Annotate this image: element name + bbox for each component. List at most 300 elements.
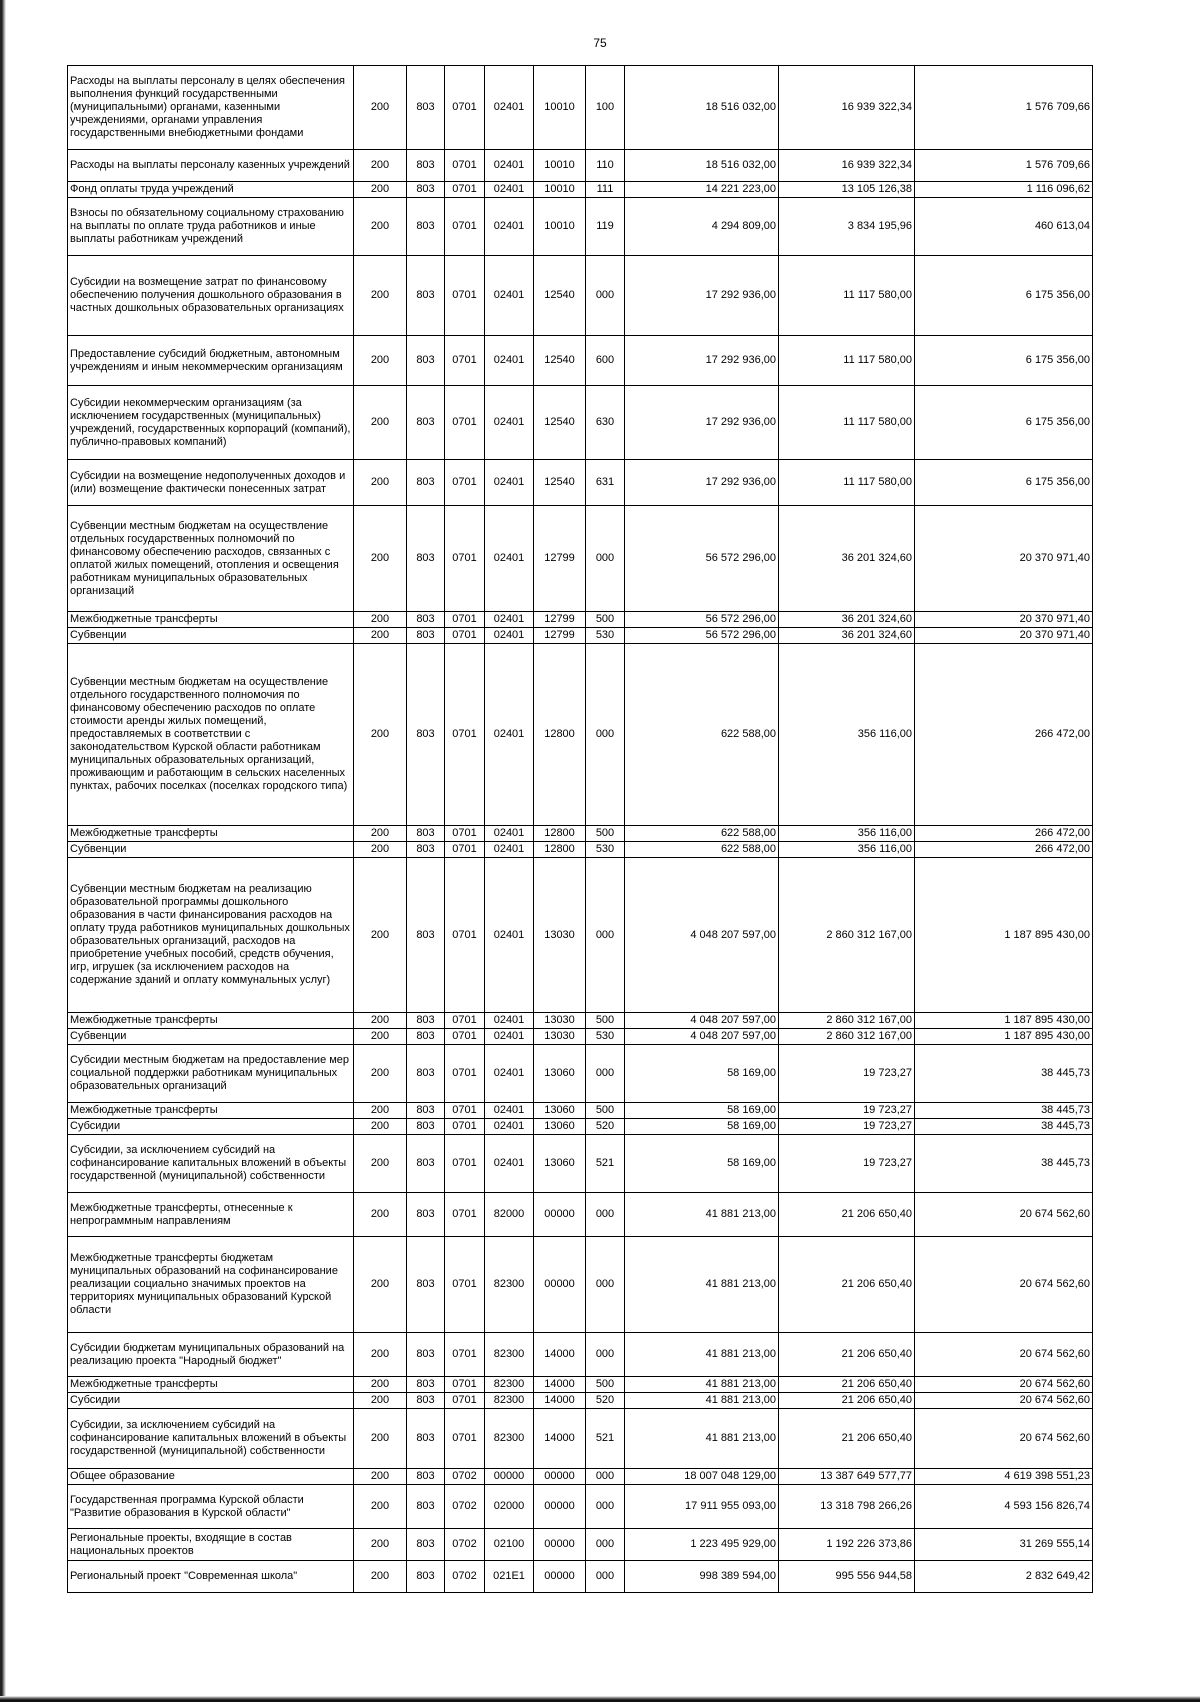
cell-code-3: 0701 bbox=[445, 612, 485, 628]
cell-code-6: 520 bbox=[586, 1119, 625, 1135]
cell-code-6: 500 bbox=[586, 1377, 625, 1393]
cell-code-6: 521 bbox=[586, 1409, 625, 1469]
cell-code-3: 0701 bbox=[445, 460, 485, 506]
cell-code-3: 0701 bbox=[445, 1377, 485, 1393]
cell-code-3: 0701 bbox=[445, 1333, 485, 1377]
table-row bbox=[68, 150, 1093, 182]
cell-code-3: 0701 bbox=[445, 66, 485, 150]
cell-name: Региональные проекты, входящие в состав национальных проектов bbox=[68, 1529, 354, 1561]
cell-code-5: 13060 bbox=[534, 1103, 586, 1119]
cell-code-5: 13060 bbox=[534, 1045, 586, 1103]
cell-code-5: 14000 bbox=[534, 1409, 586, 1469]
table-row bbox=[68, 858, 1093, 1013]
cell-amount-1: 1 223 495 929,00 bbox=[625, 1529, 779, 1561]
cell-code-5: 10010 bbox=[534, 198, 586, 256]
cell-code-3: 0701 bbox=[445, 858, 485, 1013]
cell-code-2: 803 bbox=[407, 1135, 445, 1193]
table-row bbox=[68, 66, 1093, 150]
cell-amount-2: 36 201 324,60 bbox=[779, 506, 915, 612]
cell-code-4: 02401 bbox=[485, 1013, 534, 1029]
cell-code-5: 00000 bbox=[534, 1237, 586, 1333]
cell-code-3: 0701 bbox=[445, 1013, 485, 1029]
cell-code-2: 803 bbox=[407, 628, 445, 644]
cell-code-6: 100 bbox=[586, 66, 625, 150]
cell-code-1: 200 bbox=[354, 858, 407, 1013]
cell-amount-2: 19 723,27 bbox=[779, 1119, 915, 1135]
cell-code-4: 02401 bbox=[485, 256, 534, 336]
cell-amount-1: 17 292 936,00 bbox=[625, 460, 779, 506]
cell-name: Субвенции местным бюджетам на осуществление отдельного государственного полномочия по финансовому обеспечению расходов по оплате стоимости аренды жилых помещений, предоставляемых в соответствии с законодательством Курской области работникам муниципальных образовательных организаций, проживающим и работающим в сельских населенных пунктах, рабочих поселках (поселках городского типа) bbox=[68, 644, 354, 826]
cell-amount-1: 58 169,00 bbox=[625, 1119, 779, 1135]
cell-code-1: 200 bbox=[354, 1469, 407, 1485]
cell-code-3: 0701 bbox=[445, 1393, 485, 1409]
cell-amount-2: 16 939 322,34 bbox=[779, 66, 915, 150]
cell-code-2: 803 bbox=[407, 826, 445, 842]
cell-name: Субсидии, за исключением субсидий на софинансирование капитальных вложений в объекты государственной (муниципальной) собственности bbox=[68, 1409, 354, 1469]
cell-code-1: 200 bbox=[354, 1045, 407, 1103]
cell-code-2: 803 bbox=[407, 1485, 445, 1529]
cell-amount-1: 18 516 032,00 bbox=[625, 66, 779, 150]
cell-code-2: 803 bbox=[407, 1237, 445, 1333]
cell-code-4: 82300 bbox=[485, 1377, 534, 1393]
cell-code-2: 803 bbox=[407, 460, 445, 506]
cell-code-2: 803 bbox=[407, 1045, 445, 1103]
table-row bbox=[68, 842, 1093, 858]
cell-code-5: 12799 bbox=[534, 506, 586, 612]
cell-code-4: 02401 bbox=[485, 612, 534, 628]
cell-amount-2: 2 860 312 167,00 bbox=[779, 858, 915, 1013]
cell-code-6: 631 bbox=[586, 460, 625, 506]
cell-code-5: 12540 bbox=[534, 386, 586, 460]
cell-name: Субсидии местным бюджетам на предоставление мер социальной поддержки работникам муниципальных образовательных организаций bbox=[68, 1045, 354, 1103]
cell-name: Субсидии на возмещение затрат по финансовому обеспечению получения дошкольного образования в частных дошкольных образовательных организациях bbox=[68, 256, 354, 336]
cell-code-5: 00000 bbox=[534, 1485, 586, 1529]
cell-amount-3: 20 370 971,40 bbox=[915, 628, 1093, 644]
cell-amount-2: 21 206 650,40 bbox=[779, 1409, 915, 1469]
cell-code-2: 803 bbox=[407, 644, 445, 826]
cell-code-2: 803 bbox=[407, 386, 445, 460]
cell-amount-3: 1 576 709,66 bbox=[915, 66, 1093, 150]
cell-amount-1: 998 389 594,00 bbox=[625, 1561, 779, 1593]
cell-code-6: 000 bbox=[586, 506, 625, 612]
cell-code-4: 02401 bbox=[485, 150, 534, 182]
cell-amount-2: 19 723,27 bbox=[779, 1103, 915, 1119]
cell-code-6: 000 bbox=[586, 644, 625, 826]
cell-code-1: 200 bbox=[354, 1409, 407, 1469]
cell-code-1: 200 bbox=[354, 460, 407, 506]
cell-amount-1: 56 572 296,00 bbox=[625, 628, 779, 644]
cell-code-3: 0701 bbox=[445, 1103, 485, 1119]
cell-code-4: 02401 bbox=[485, 386, 534, 460]
cell-code-4: 02100 bbox=[485, 1529, 534, 1561]
cell-code-1: 200 bbox=[354, 1135, 407, 1193]
cell-amount-3: 20 674 562,60 bbox=[915, 1333, 1093, 1377]
cell-amount-3: 4 593 156 826,74 bbox=[915, 1485, 1093, 1529]
cell-amount-1: 58 169,00 bbox=[625, 1135, 779, 1193]
cell-code-1: 200 bbox=[354, 842, 407, 858]
cell-code-6: 000 bbox=[586, 1485, 625, 1529]
cell-code-4: 82300 bbox=[485, 1393, 534, 1409]
cell-code-1: 200 bbox=[354, 66, 407, 150]
cell-code-6: 119 bbox=[586, 198, 625, 256]
cell-code-4: 02401 bbox=[485, 628, 534, 644]
table-row bbox=[68, 1377, 1093, 1393]
cell-amount-3: 1 187 895 430,00 bbox=[915, 858, 1093, 1013]
cell-code-2: 803 bbox=[407, 858, 445, 1013]
cell-code-3: 0701 bbox=[445, 198, 485, 256]
cell-code-2: 803 bbox=[407, 1103, 445, 1119]
cell-amount-2: 13 387 649 577,77 bbox=[779, 1469, 915, 1485]
cell-code-6: 530 bbox=[586, 1029, 625, 1045]
cell-code-6: 500 bbox=[586, 612, 625, 628]
cell-amount-1: 17 292 936,00 bbox=[625, 386, 779, 460]
cell-amount-3: 20 674 562,60 bbox=[915, 1409, 1093, 1469]
cell-code-1: 200 bbox=[354, 182, 407, 198]
cell-code-5: 13060 bbox=[534, 1119, 586, 1135]
table-row bbox=[68, 386, 1093, 460]
cell-code-1: 200 bbox=[354, 644, 407, 826]
cell-code-4: 02401 bbox=[485, 1045, 534, 1103]
cell-amount-2: 36 201 324,60 bbox=[779, 612, 915, 628]
cell-amount-3: 38 445,73 bbox=[915, 1135, 1093, 1193]
cell-name: Расходы на выплаты персоналу казенных учреждений bbox=[68, 150, 354, 182]
table-row bbox=[68, 506, 1093, 612]
cell-code-2: 803 bbox=[407, 198, 445, 256]
cell-code-6: 500 bbox=[586, 1013, 625, 1029]
cell-code-5: 13030 bbox=[534, 1013, 586, 1029]
cell-code-5: 10010 bbox=[534, 150, 586, 182]
cell-code-2: 803 bbox=[407, 1377, 445, 1393]
table-row bbox=[68, 198, 1093, 256]
cell-amount-3: 1 116 096,62 bbox=[915, 182, 1093, 198]
cell-amount-3: 38 445,73 bbox=[915, 1045, 1093, 1103]
cell-amount-3: 1 576 709,66 bbox=[915, 150, 1093, 182]
cell-amount-1: 18 516 032,00 bbox=[625, 150, 779, 182]
cell-name: Межбюджетные трансферты бюджетам муниципальных образований на софинансирование реализации социально значимых проектов на территориях муниципальных образований Курской области bbox=[68, 1237, 354, 1333]
cell-code-3: 0701 bbox=[445, 1119, 485, 1135]
cell-amount-3: 38 445,73 bbox=[915, 1103, 1093, 1119]
cell-code-5: 12540 bbox=[534, 460, 586, 506]
scan-edge-bottom bbox=[0, 1696, 1200, 1702]
cell-code-6: 500 bbox=[586, 1103, 625, 1119]
cell-amount-1: 4 048 207 597,00 bbox=[625, 1013, 779, 1029]
cell-name: Межбюджетные трансферты bbox=[68, 612, 354, 628]
cell-amount-1: 58 169,00 bbox=[625, 1045, 779, 1103]
table-row bbox=[68, 1485, 1093, 1529]
cell-amount-1: 17 292 936,00 bbox=[625, 336, 779, 386]
cell-code-6: 520 bbox=[586, 1393, 625, 1409]
cell-code-6: 500 bbox=[586, 826, 625, 842]
cell-code-5: 12799 bbox=[534, 628, 586, 644]
cell-code-4: 02401 bbox=[485, 826, 534, 842]
cell-code-5: 13060 bbox=[534, 1135, 586, 1193]
cell-code-2: 803 bbox=[407, 506, 445, 612]
cell-amount-2: 3 834 195,96 bbox=[779, 198, 915, 256]
cell-amount-2: 11 117 580,00 bbox=[779, 336, 915, 386]
cell-amount-3: 31 269 555,14 bbox=[915, 1529, 1093, 1561]
cell-code-5: 00000 bbox=[534, 1561, 586, 1593]
cell-amount-1: 58 169,00 bbox=[625, 1103, 779, 1119]
cell-amount-2: 2 860 312 167,00 bbox=[779, 1013, 915, 1029]
cell-amount-2: 11 117 580,00 bbox=[779, 460, 915, 506]
cell-code-5: 12800 bbox=[534, 842, 586, 858]
cell-code-2: 803 bbox=[407, 1469, 445, 1485]
cell-code-2: 803 bbox=[407, 1119, 445, 1135]
cell-amount-3: 20 674 562,60 bbox=[915, 1193, 1093, 1237]
cell-amount-1: 41 881 213,00 bbox=[625, 1393, 779, 1409]
cell-amount-1: 41 881 213,00 bbox=[625, 1237, 779, 1333]
cell-code-3: 0701 bbox=[445, 506, 485, 612]
cell-code-1: 200 bbox=[354, 1377, 407, 1393]
cell-code-6: 110 bbox=[586, 150, 625, 182]
cell-code-2: 803 bbox=[407, 150, 445, 182]
cell-amount-2: 21 206 650,40 bbox=[779, 1333, 915, 1377]
cell-amount-2: 11 117 580,00 bbox=[779, 386, 915, 460]
cell-code-2: 803 bbox=[407, 842, 445, 858]
cell-code-3: 0701 bbox=[445, 182, 485, 198]
cell-code-3: 0701 bbox=[445, 256, 485, 336]
table-row bbox=[68, 1029, 1093, 1045]
cell-code-4: 02401 bbox=[485, 1029, 534, 1045]
cell-code-1: 200 bbox=[354, 1103, 407, 1119]
cell-amount-1: 4 294 809,00 bbox=[625, 198, 779, 256]
cell-amount-2: 356 116,00 bbox=[779, 842, 915, 858]
cell-amount-1: 41 881 213,00 bbox=[625, 1193, 779, 1237]
cell-code-3: 0701 bbox=[445, 1029, 485, 1045]
table-row bbox=[68, 1469, 1093, 1485]
cell-code-1: 200 bbox=[354, 1119, 407, 1135]
cell-code-5: 13030 bbox=[534, 858, 586, 1013]
cell-code-6: 000 bbox=[586, 1561, 625, 1593]
cell-code-1: 200 bbox=[354, 150, 407, 182]
cell-name: Предоставление субсидий бюджетным, автономным учреждениям и иным некоммерческим организациям bbox=[68, 336, 354, 386]
cell-code-2: 803 bbox=[407, 256, 445, 336]
cell-amount-3: 4 619 398 551,23 bbox=[915, 1469, 1093, 1485]
cell-code-3: 0701 bbox=[445, 842, 485, 858]
cell-code-5: 14000 bbox=[534, 1377, 586, 1393]
cell-code-5: 13030 bbox=[534, 1029, 586, 1045]
cell-code-3: 0701 bbox=[445, 1193, 485, 1237]
cell-name: Субсидии bbox=[68, 1393, 354, 1409]
cell-name: Субсидии бюджетам муниципальных образований на реализацию проекта "Народный бюджет" bbox=[68, 1333, 354, 1377]
table-row bbox=[68, 1135, 1093, 1193]
cell-code-1: 200 bbox=[354, 1237, 407, 1333]
cell-amount-2: 16 939 322,34 bbox=[779, 150, 915, 182]
budget-table bbox=[67, 65, 1093, 1593]
cell-code-2: 803 bbox=[407, 1409, 445, 1469]
cell-amount-3: 1 187 895 430,00 bbox=[915, 1013, 1093, 1029]
cell-amount-1: 41 881 213,00 bbox=[625, 1377, 779, 1393]
cell-code-4: 02401 bbox=[485, 858, 534, 1013]
cell-name: Межбюджетные трансферты, отнесенные к непрограммным направлениям bbox=[68, 1193, 354, 1237]
cell-amount-1: 56 572 296,00 bbox=[625, 506, 779, 612]
cell-amount-3: 20 674 562,60 bbox=[915, 1377, 1093, 1393]
cell-amount-2: 21 206 650,40 bbox=[779, 1193, 915, 1237]
cell-amount-3: 20 370 971,40 bbox=[915, 612, 1093, 628]
cell-code-3: 0701 bbox=[445, 150, 485, 182]
cell-code-3: 0701 bbox=[445, 336, 485, 386]
cell-code-3: 0701 bbox=[445, 1135, 485, 1193]
cell-amount-2: 13 318 798 266,26 bbox=[779, 1485, 915, 1529]
cell-code-1: 200 bbox=[354, 506, 407, 612]
cell-code-4: 02401 bbox=[485, 336, 534, 386]
cell-name: Расходы на выплаты персоналу в целях обеспечения выполнения функций государственными (муниципальными) органами, казенными учреждениями, органами управления государственными внебюджетными фондами bbox=[68, 66, 354, 150]
cell-amount-1: 4 048 207 597,00 bbox=[625, 858, 779, 1013]
table-row bbox=[68, 612, 1093, 628]
cell-code-6: 630 bbox=[586, 386, 625, 460]
cell-name: Субсидии, за исключением субсидий на софинансирование капитальных вложений в объекты государственной (муниципальной) собственности bbox=[68, 1135, 354, 1193]
cell-code-2: 803 bbox=[407, 1013, 445, 1029]
cell-amount-3: 2 832 649,42 bbox=[915, 1561, 1093, 1593]
cell-amount-3: 460 613,04 bbox=[915, 198, 1093, 256]
table-row bbox=[68, 336, 1093, 386]
cell-amount-1: 56 572 296,00 bbox=[625, 612, 779, 628]
cell-code-2: 803 bbox=[407, 1393, 445, 1409]
table-row bbox=[68, 826, 1093, 842]
cell-amount-2: 2 860 312 167,00 bbox=[779, 1029, 915, 1045]
cell-code-4: 02401 bbox=[485, 460, 534, 506]
cell-code-2: 803 bbox=[407, 1029, 445, 1045]
cell-amount-2: 36 201 324,60 bbox=[779, 628, 915, 644]
cell-code-3: 0701 bbox=[445, 386, 485, 460]
cell-code-5: 12799 bbox=[534, 612, 586, 628]
table-row bbox=[68, 1393, 1093, 1409]
cell-name: Субвенции местным бюджетам на реализацию образовательной программы дошкольного образования в части финансирования расходов на оплату труда работников муниципальных дошкольных образовательных организаций, расходов на приобретение учебных пособий, средств обучения, игр, игрушек (за исключением расходов на содержание зданий и оплату коммунальных услуг) bbox=[68, 858, 354, 1013]
cell-code-3: 0702 bbox=[445, 1561, 485, 1593]
cell-code-2: 803 bbox=[407, 1529, 445, 1561]
cell-code-1: 200 bbox=[354, 1393, 407, 1409]
cell-code-1: 200 bbox=[354, 336, 407, 386]
scan-edge-left bbox=[0, 0, 6, 1702]
table-row bbox=[68, 1119, 1093, 1135]
cell-code-1: 200 bbox=[354, 1333, 407, 1377]
cell-code-6: 000 bbox=[586, 1469, 625, 1485]
cell-code-1: 200 bbox=[354, 826, 407, 842]
cell-code-6: 600 bbox=[586, 336, 625, 386]
cell-code-6: 000 bbox=[586, 1333, 625, 1377]
cell-amount-2: 19 723,27 bbox=[779, 1045, 915, 1103]
cell-code-1: 200 bbox=[354, 1485, 407, 1529]
cell-code-1: 200 bbox=[354, 612, 407, 628]
cell-amount-2: 995 556 944,58 bbox=[779, 1561, 915, 1593]
cell-amount-1: 622 588,00 bbox=[625, 826, 779, 842]
cell-code-3: 0701 bbox=[445, 644, 485, 826]
cell-code-4: 02401 bbox=[485, 842, 534, 858]
cell-code-5: 14000 bbox=[534, 1333, 586, 1377]
cell-amount-3: 20 370 971,40 bbox=[915, 506, 1093, 612]
cell-amount-2: 356 116,00 bbox=[779, 644, 915, 826]
cell-amount-2: 356 116,00 bbox=[779, 826, 915, 842]
cell-amount-3: 38 445,73 bbox=[915, 1119, 1093, 1135]
table-row bbox=[68, 1103, 1093, 1119]
cell-code-5: 00000 bbox=[534, 1529, 586, 1561]
table-row bbox=[68, 182, 1093, 198]
cell-amount-2: 13 105 126,38 bbox=[779, 182, 915, 198]
cell-code-4: 00000 bbox=[485, 1469, 534, 1485]
cell-name: Межбюджетные трансферты bbox=[68, 1103, 354, 1119]
cell-code-2: 803 bbox=[407, 66, 445, 150]
cell-code-5: 12540 bbox=[534, 336, 586, 386]
cell-amount-1: 622 588,00 bbox=[625, 644, 779, 826]
cell-code-5: 12800 bbox=[534, 826, 586, 842]
cell-name: Региональный проект "Современная школа" bbox=[68, 1561, 354, 1593]
cell-code-3: 0701 bbox=[445, 1045, 485, 1103]
cell-amount-3: 6 175 356,00 bbox=[915, 460, 1093, 506]
cell-code-1: 200 bbox=[354, 256, 407, 336]
cell-code-4: 02401 bbox=[485, 182, 534, 198]
cell-code-3: 0701 bbox=[445, 1237, 485, 1333]
cell-code-6: 521 bbox=[586, 1135, 625, 1193]
cell-code-4: 02401 bbox=[485, 1135, 534, 1193]
cell-name: Субсидии bbox=[68, 1119, 354, 1135]
cell-code-2: 803 bbox=[407, 182, 445, 198]
cell-amount-1: 41 881 213,00 bbox=[625, 1409, 779, 1469]
cell-code-6: 530 bbox=[586, 628, 625, 644]
cell-code-2: 803 bbox=[407, 1561, 445, 1593]
page-number: 75 bbox=[593, 36, 607, 50]
cell-code-1: 200 bbox=[354, 1529, 407, 1561]
cell-code-4: 82300 bbox=[485, 1237, 534, 1333]
cell-code-4: 02401 bbox=[485, 644, 534, 826]
cell-code-1: 200 bbox=[354, 628, 407, 644]
cell-name: Межбюджетные трансферты bbox=[68, 1377, 354, 1393]
cell-amount-2: 21 206 650,40 bbox=[779, 1393, 915, 1409]
table-row bbox=[68, 1013, 1093, 1029]
table-row bbox=[68, 1409, 1093, 1469]
cell-code-6: 111 bbox=[586, 182, 625, 198]
cell-name: Субсидии некоммерческим организациям (за исключением государственных (муниципальных) учреждений, государственных корпораций (компаний), публично-правовых компаний) bbox=[68, 386, 354, 460]
cell-code-1: 200 bbox=[354, 1013, 407, 1029]
cell-code-4: 02401 bbox=[485, 66, 534, 150]
cell-code-3: 0701 bbox=[445, 1409, 485, 1469]
table-row bbox=[68, 628, 1093, 644]
cell-code-5: 00000 bbox=[534, 1469, 586, 1485]
cell-code-6: 000 bbox=[586, 858, 625, 1013]
cell-name: Общее образование bbox=[68, 1469, 354, 1485]
cell-amount-3: 266 472,00 bbox=[915, 842, 1093, 858]
cell-code-2: 803 bbox=[407, 1333, 445, 1377]
cell-amount-1: 4 048 207 597,00 bbox=[625, 1029, 779, 1045]
cell-code-3: 0701 bbox=[445, 826, 485, 842]
cell-amount-3: 266 472,00 bbox=[915, 826, 1093, 842]
cell-name: Фонд оплаты труда учреждений bbox=[68, 182, 354, 198]
cell-code-4: 82000 bbox=[485, 1193, 534, 1237]
cell-name: Субсидии на возмещение недополученных доходов и (или) возмещение фактически понесенных затрат bbox=[68, 460, 354, 506]
cell-code-3: 0702 bbox=[445, 1529, 485, 1561]
cell-amount-3: 20 674 562,60 bbox=[915, 1393, 1093, 1409]
cell-code-6: 000 bbox=[586, 1237, 625, 1333]
table-row bbox=[68, 1529, 1093, 1561]
table-row bbox=[68, 1045, 1093, 1103]
cell-amount-1: 17 292 936,00 bbox=[625, 256, 779, 336]
table-row bbox=[68, 644, 1093, 826]
cell-code-4: 02401 bbox=[485, 506, 534, 612]
cell-code-5: 14000 bbox=[534, 1393, 586, 1409]
cell-code-1: 200 bbox=[354, 386, 407, 460]
cell-code-1: 200 bbox=[354, 1561, 407, 1593]
cell-code-4: 021E1 bbox=[485, 1561, 534, 1593]
cell-amount-2: 21 206 650,40 bbox=[779, 1377, 915, 1393]
cell-code-4: 82300 bbox=[485, 1333, 534, 1377]
cell-code-1: 200 bbox=[354, 1029, 407, 1045]
table-row bbox=[68, 1561, 1093, 1593]
table-row bbox=[68, 256, 1093, 336]
cell-amount-3: 1 187 895 430,00 bbox=[915, 1029, 1093, 1045]
cell-name: Субвенции местным бюджетам на осуществление отдельных государственных полномочий по финансовому обеспечению расходов, связанных с оплатой жилых помещений, отопления и освещения работникам муниципальных образовательных организаций bbox=[68, 506, 354, 612]
cell-code-4: 02401 bbox=[485, 1119, 534, 1135]
cell-code-1: 200 bbox=[354, 198, 407, 256]
cell-code-3: 0702 bbox=[445, 1485, 485, 1529]
